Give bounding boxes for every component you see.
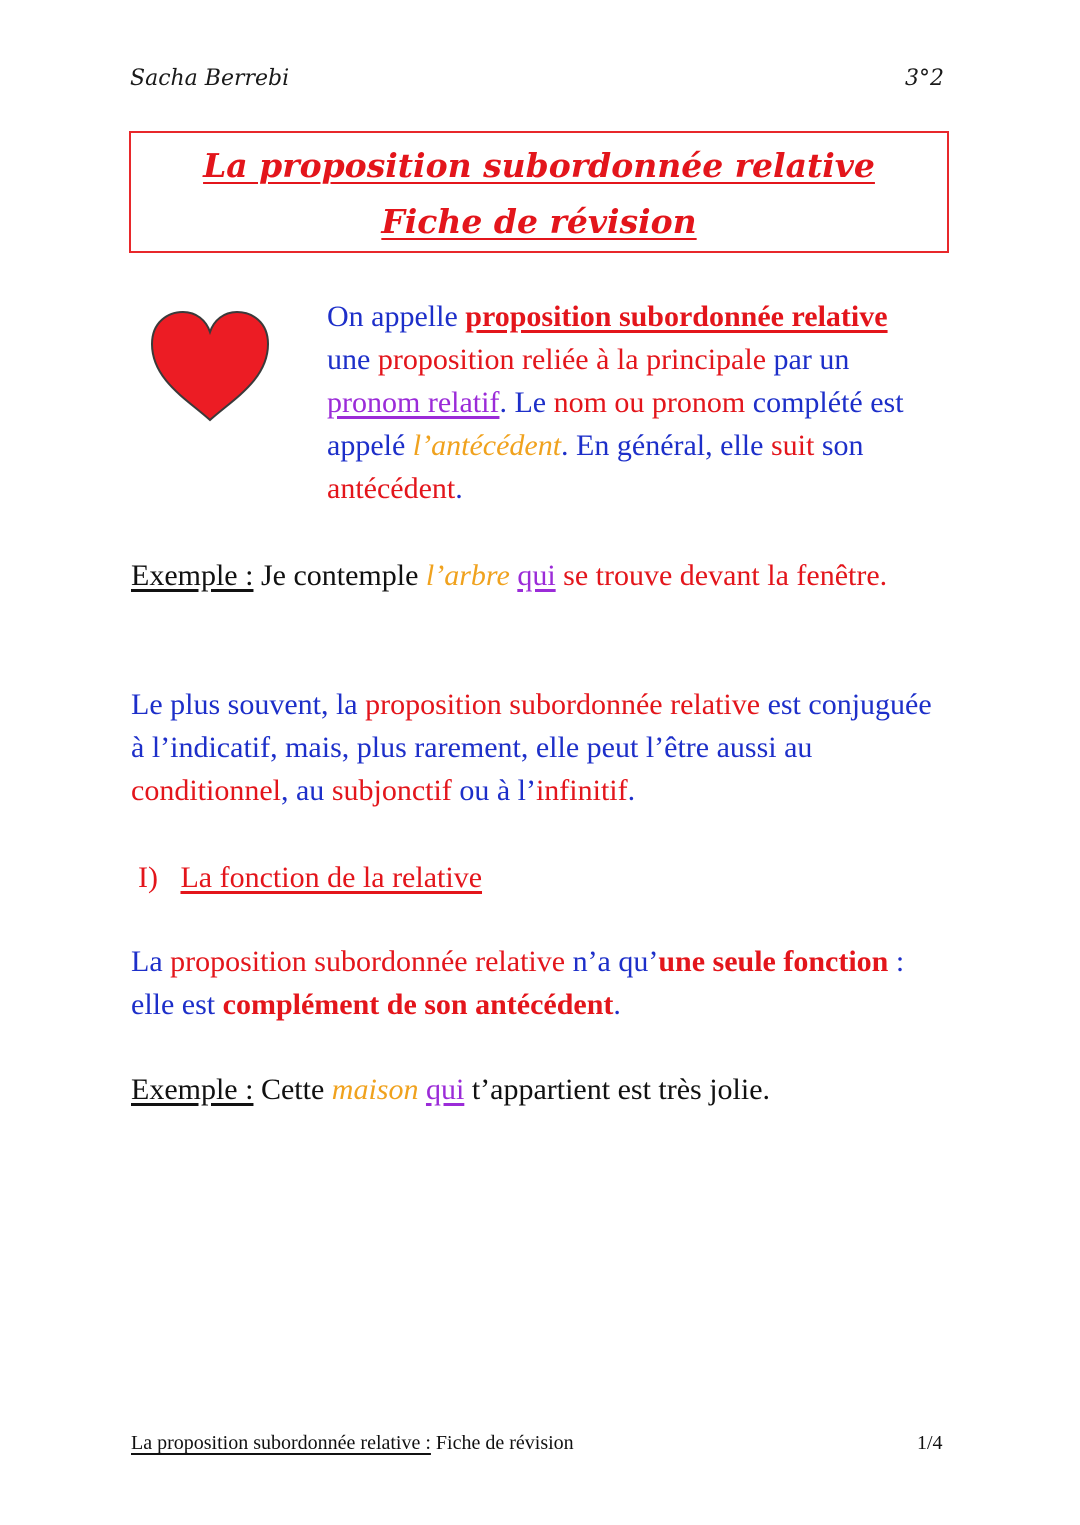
text-span: . Le — [499, 386, 554, 419]
text-span: Je contemple — [253, 559, 426, 592]
text-span: son — [814, 429, 864, 462]
text-span: proposition subordonnée relative — [365, 688, 761, 721]
example-antecedent: l’arbre — [425, 559, 510, 592]
example-relative-pronoun: qui — [517, 559, 556, 592]
text-span: Cette — [253, 1073, 332, 1106]
page-footer — [131, 1432, 574, 1455]
text-span: antécédent — [327, 472, 456, 505]
text-span: , au — [280, 774, 332, 807]
page-number: 1/4 — [917, 1432, 943, 1454]
text-span: complément de son antécédent — [222, 988, 614, 1021]
text-span: . — [455, 472, 463, 505]
definition-paragraph — [327, 295, 947, 510]
text-span: infinitif — [535, 774, 628, 807]
title-box — [129, 131, 949, 253]
text-span: subjonctif — [331, 774, 452, 807]
text-span: : elle est — [131, 945, 905, 1021]
function-paragraph — [131, 940, 951, 1026]
section-number: I) — [138, 861, 158, 894]
example-label: Exemple : — [131, 559, 254, 592]
text-span: proposition reliée à la principale — [377, 343, 767, 376]
text-span: une — [327, 343, 378, 376]
text-span: . — [627, 774, 636, 807]
footer-subtitle: Fiche de révision — [430, 1432, 574, 1454]
example-2 — [131, 1068, 951, 1111]
text-span: nom ou pronom — [553, 386, 746, 419]
text-span: Le plus souvent, la — [131, 688, 366, 721]
text-span: La — [131, 945, 171, 978]
author-name: Sacha Berrebi — [130, 66, 290, 91]
footer-title: La proposition subordonnée relative : — [131, 1432, 431, 1454]
section-heading — [138, 856, 482, 899]
text-span: une seule fonction — [658, 945, 889, 978]
text-span: n’a qu’ — [565, 945, 659, 978]
class-label: 3°2 — [905, 66, 944, 91]
example-1 — [131, 554, 951, 597]
antecedent-term: l’antécédent — [412, 429, 562, 462]
example-label: Exemple : — [131, 1073, 254, 1106]
heart-icon — [148, 308, 272, 424]
text-span: est conjuguée à l’indicatif, mais, plus rarement, elle peut l’être aussi au — [131, 688, 932, 764]
text-span: par un — [766, 343, 850, 376]
document-title: La proposition subordonnée relative — [203, 146, 875, 185]
text-span: complété est appelé — [327, 386, 904, 462]
text-span: se trouve devant la fenêtre. — [555, 559, 888, 592]
section-title: La fonction de la relative — [180, 861, 483, 894]
relative-pronoun-term: pronom relatif — [327, 386, 500, 419]
example-antecedent: maison — [331, 1073, 419, 1106]
text-span: suit — [770, 429, 815, 462]
text-span: . — [613, 988, 621, 1021]
document-subtitle: Fiche de révision — [381, 202, 697, 241]
example-relative-pronoun: qui — [425, 1073, 465, 1106]
text-span: t’appartient est très jolie. — [464, 1073, 771, 1106]
text-span: . En général, elle — [561, 429, 771, 462]
mood-paragraph — [131, 683, 951, 812]
text-span: ou à l’ — [451, 774, 536, 807]
text-span: conditionnel — [131, 774, 281, 807]
text-span: On appelle — [327, 300, 466, 333]
text-span: proposition subordonnée relative — [170, 945, 566, 978]
definition-term: proposition subordonnée relative — [465, 300, 888, 333]
